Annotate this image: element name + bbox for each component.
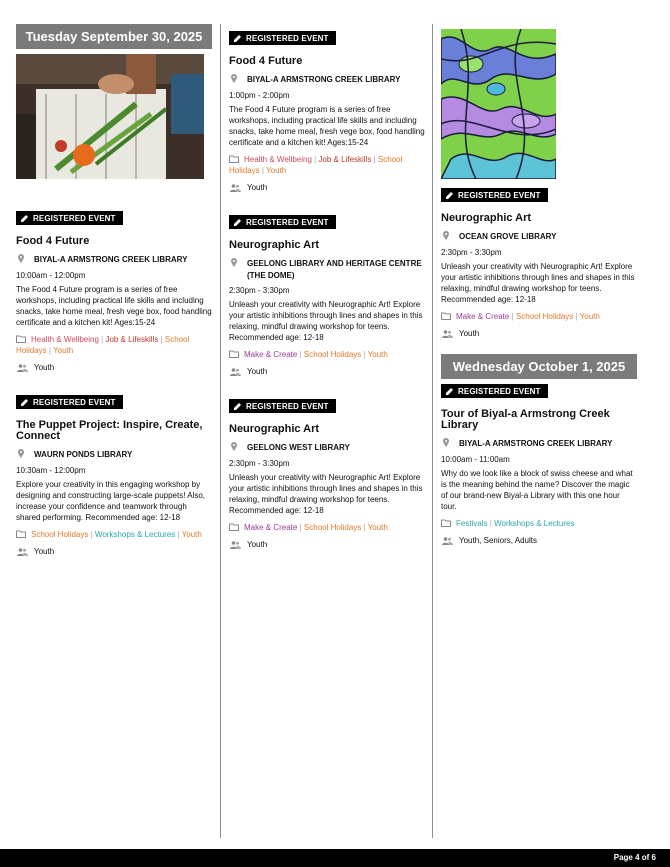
category-link[interactable]: Make & Create — [244, 523, 298, 532]
registered-event-badge: REGISTERED EVENT — [16, 395, 123, 409]
pencil-icon — [234, 402, 242, 410]
map-pin-icon — [229, 442, 247, 455]
event-title[interactable]: The Puppet Project: Inspire, Create, Connect — [16, 419, 203, 442]
event-audience: Youth — [16, 363, 212, 372]
event-card[interactable] — [441, 382, 637, 545]
event-description: Unleash your creativity with Neurographic Art! Explore your artistic inhibitions through lines and shapes in this relaxing, mindful drawing workshop for teens. Recommended age: 12-18 — [229, 473, 423, 515]
category-link[interactable]: Workshops & Lectures — [494, 519, 575, 528]
event-audience: Youth — [229, 367, 425, 376]
event-description: Explore your creativity in this engaging workshop by designing and constructing large-scale puppets! Also, increase your confidence and teamwork through shared performing. Recommended age: 12-18 — [16, 480, 206, 522]
event-title[interactable]: Neurographic Art — [229, 423, 320, 435]
pencil-icon — [446, 387, 454, 395]
event-title[interactable]: Food 4 Future — [16, 235, 90, 247]
users-icon — [17, 364, 28, 372]
category-link[interactable]: School Holidays — [229, 155, 403, 175]
event-photo-neurographic-art — [441, 29, 556, 179]
folder-icon — [441, 312, 451, 320]
category-link[interactable]: Youth — [579, 312, 600, 321]
category-link[interactable]: School Holidays — [303, 350, 362, 359]
page-number: Page 4 of 6 — [613, 853, 656, 862]
pencil-icon — [21, 398, 29, 406]
event-time: 10:00am - 12:00pm — [16, 271, 86, 280]
event-audience: Youth — [229, 183, 425, 192]
event-audience: Youth — [441, 329, 637, 338]
event-card[interactable] — [441, 186, 637, 338]
event-card[interactable] — [229, 29, 425, 192]
column-2 — [229, 29, 425, 549]
event-categories: Festivals | Workshops & Lectures — [441, 518, 637, 529]
event-categories: Make & Create | School Holidays | Youth — [229, 522, 425, 533]
event-title[interactable]: Neurographic Art — [229, 239, 320, 251]
event-photo-food — [16, 54, 204, 179]
column-1 — [16, 24, 212, 556]
event-description: The Food 4 Future program is a series of free workshops, including practical life skills and including snacks, take home meal, fresh vege box, food handling certificate and a kitchen kit! Ages:15-24 — [229, 105, 425, 147]
category-link[interactable]: Workshops & Lectures — [94, 530, 176, 539]
users-icon — [230, 541, 241, 549]
event-categories: Health & Wellbeing | Job & Lifeskills | School Holidays | Youth — [16, 335, 190, 355]
category-link[interactable]: Job & Lifeskills — [318, 155, 372, 164]
event-description: Unleash your creativity with Neurographic Art! Explore your artistic inhibitions through lines and shapes in this relaxing, mindful drawing workshop for teens. Recommended age: 12-18 — [229, 300, 423, 342]
event-time: 10:00am - 11:00am — [441, 455, 510, 464]
folder-icon — [16, 335, 26, 343]
pencil-icon — [446, 191, 454, 199]
category-link[interactable]: School Holidays — [303, 523, 362, 532]
event-card[interactable] — [229, 213, 425, 376]
folder-icon — [229, 523, 239, 531]
category-link[interactable]: Health & Wellbeing — [31, 335, 99, 344]
event-audience: Youth, Seniors, Adults — [441, 536, 637, 545]
map-pin-icon — [16, 254, 34, 267]
column-divider — [220, 24, 221, 838]
map-pin-icon — [229, 258, 247, 282]
registered-event-badge: REGISTERED EVENT — [441, 384, 548, 398]
category-link[interactable]: Youth — [266, 166, 287, 175]
category-link[interactable]: Youth — [367, 523, 388, 532]
users-icon — [442, 330, 453, 338]
event-location: OCEAN GROVE LIBRARY — [441, 231, 637, 244]
registered-event-badge: REGISTERED EVENT — [441, 188, 548, 202]
event-categories: Make & Create | School Holidays | Youth — [229, 349, 425, 360]
registered-event-badge: REGISTERED EVENT — [229, 215, 336, 229]
event-time: 10:30am - 12:00pm — [16, 466, 86, 475]
category-link[interactable]: Youth — [181, 530, 202, 539]
pencil-icon — [234, 34, 242, 42]
event-audience: Youth — [229, 540, 425, 549]
category-link[interactable]: School Holidays — [31, 530, 89, 539]
column-3 — [441, 29, 637, 545]
map-pin-icon — [441, 438, 459, 451]
users-icon — [442, 537, 453, 545]
category-link[interactable]: Health & Wellbeing — [244, 155, 312, 164]
folder-icon — [229, 350, 239, 358]
category-link[interactable]: Make & Create — [456, 312, 510, 321]
event-location: GEELONG LIBRARY AND HERITAGE CENTRE (THE DOME) — [229, 258, 425, 282]
users-icon — [17, 548, 28, 556]
folder-icon — [229, 155, 239, 163]
category-link[interactable]: School Holidays — [16, 335, 190, 355]
category-link[interactable]: Make & Create — [244, 350, 298, 359]
category-link[interactable]: Youth — [367, 350, 388, 359]
event-location: BIYAL-A ARMSTRONG CREEK LIBRARY — [441, 438, 637, 451]
event-time: 1:00pm - 2:00pm — [229, 91, 290, 100]
pencil-icon — [21, 214, 29, 222]
registered-event-badge: REGISTERED EVENT — [16, 211, 123, 225]
map-pin-icon — [229, 74, 247, 87]
category-link[interactable]: Job & Lifeskills — [105, 335, 159, 344]
category-link[interactable]: School Holidays — [515, 312, 574, 321]
event-categories: Health & Wellbeing | Job & Lifeskills | School Holidays | Youth — [229, 155, 403, 175]
event-categories: Make & Create | School Holidays | Youth — [441, 311, 637, 322]
folder-icon — [16, 530, 26, 538]
event-description: Unleash your creativity with Neurographic Art! Explore your artistic inhibitions through lines and shapes in this relaxing, mindful drawing workshop for teens. Recommended age: 12-18 — [441, 262, 635, 304]
event-location: BIYAL-A ARMSTRONG CREEK LIBRARY — [16, 254, 212, 267]
event-card[interactable] — [16, 393, 212, 556]
event-card[interactable] — [229, 397, 425, 549]
event-time: 2:30pm - 3:30pm — [229, 459, 290, 468]
event-card[interactable] — [16, 209, 212, 372]
event-location: BIYAL-A ARMSTRONG CREEK LIBRARY — [229, 74, 425, 87]
event-time: 2:30pm - 3:30pm — [441, 248, 502, 257]
category-link[interactable]: Youth — [53, 346, 74, 355]
date-header: Wednesday October 1, 2025 — [441, 354, 637, 379]
map-pin-icon — [441, 231, 459, 244]
registered-event-badge: REGISTERED EVENT — [229, 31, 336, 45]
event-title[interactable]: Neurographic Art — [441, 212, 532, 224]
users-icon — [230, 368, 241, 376]
users-icon — [230, 184, 241, 192]
event-title[interactable]: Tour of Biyal-a Armstrong Creek Library — [441, 408, 610, 431]
event-time: 2:30pm - 3:30pm — [229, 286, 290, 295]
event-description: Why do we look like a block of swiss cheese and what is the meaning behind the name? Discover the magic of our brand-new Biyal-a Library with this one hour tour. — [441, 469, 633, 511]
event-audience: Youth — [16, 547, 212, 556]
event-location: GEELONG WEST LIBRARY — [229, 442, 425, 455]
folder-icon — [441, 519, 451, 527]
date-header: Tuesday September 30, 2025 — [16, 24, 212, 49]
registered-event-badge: REGISTERED EVENT — [229, 399, 336, 413]
column-divider — [432, 24, 433, 838]
event-categories: School Holidays | Workshops & Lectures | Youth — [16, 529, 212, 540]
event-location: WAURN PONDS LIBRARY — [16, 449, 212, 462]
pencil-icon — [234, 218, 242, 226]
event-description: The Food 4 Future program is a series of free workshops, including practical life skills and including snacks, take home meal, fresh vege box, food handling certificate and a kitchen kit! Ages:15-24 — [16, 285, 212, 327]
page-footer — [0, 849, 670, 867]
category-link[interactable]: Festivals — [456, 519, 488, 528]
map-pin-icon — [16, 449, 34, 462]
event-title[interactable]: Food 4 Future — [229, 55, 303, 67]
